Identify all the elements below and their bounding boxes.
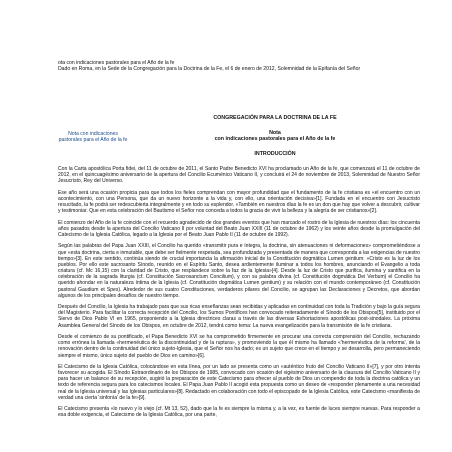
document-header <box>58 60 418 72</box>
header-line-title: ota con indicaciones pastorales para el Año de la fe <box>58 60 175 66</box>
paragraph: Según las palabras del Papa Juan XXIII, el Concilio ha querido «transmitir pura e íntegra, la doctrina, sin atenuaciones ni deformaciones» comprometiéndose a que «esta doctrina, cierta e inmutable, que debe ser fielmente respetada, sea profundizada y presentada de manera que corresponda a las exigencias de nuestro tiempo»[3]. En este sentido, continúa siendo de crucial importancia la afirmación inicial de la Constitución dogmática Lumen gentium: «Cristo es la luz de los pueblos. Por ello este sacrosanto Sínodo, reunido en el Espíritu Santo, desea ardientemente iluminar a todos los hombres, anunciando el Evangelio a toda criatura (cf. Mc 16,15) con la claridad de Cristo, que resplandece sobre la faz de la Iglesia»[4]. Desde la luz de Cristo que purifica, ilumina y santifica en la celebración de la sagrada liturgia (cf. Constitución Sacrosanctum Concilium), y con su palabra divina (cf. Constitución dogmática Dei Verbum) el Concilio ha querido ahondar en la naturaleza íntima de la Iglesia (cf. Constitución dogmática Lumen gentium) y su relación con el mundo contemporáneo (cf. Constitución pastoral Gaudium et Spes). Alrededor de sus cuatro Constituciones, verdaderos pilares del Concilio, se agrupan las Declaraciones y Decretos, que abordan algunos de los principales desafíos de nuestro tiempo. <box>58 243 420 299</box>
paragraph: Con la Carta apostólica Porta fidei, del 11 de octubre de 2011, el Santo Padre Benedicto XVI ha proclamado un Año de la fe, que comenzará el 11 de octubre de 2012, en el quincuagésimo aniversario de la apertura del Concilio Ecuménico Vaticano II, y concluirá el 24 de noviembre de 2013, Solemnidad de Nuestro Señor Jesucristo, Rey del Universo. <box>58 166 420 185</box>
paragraph: Ese año será una ocasión propicia para que todos los fieles comprendan con mayor profundidad que el fundamento de la fe cristiana es «el encuentro con un acontecimiento, con una Persona, que da un nuevo horizonte a la vida y, con ello, una orientación decisiva»[1]. Fundada en el encuentro con Jesucristo resucitado, la fe podrá ser redescubierta integralmente y en todo su esplendor. «También en nuestros días la fe es un don que hay que volver a descubrir, cultivar y testimoniar. Que en esta celebración del Bautismo el Señor nos conceda a todos la gracia de vivir la belleza y la alegría de ser cristianos»[2]. <box>58 189 420 215</box>
paragraph: Después del Concilio, la Iglesia ha trabajado para que sus ricas enseñanzas sean recibidas y aplicadas en continuidad con toda la Tradición y bajo la guía segura del Magisterio. Para facilitar la correcta recepción del Concilio, los Sumos Pontífices han convocado reiteradamente el Sínodo de los Obispos[5], instituido por el Siervo de Dios Pablo VI en 1965, proponiendo a la Iglesia directrices claras a través de las diversas Exhortaciones apostólicas post-sinodales. La próxima Asamblea General del Sínodo de los Obispos, en octubre de 2012, tendrá como tema: La nueva evangelización para la transmisión de la fe cristiana. <box>58 304 420 329</box>
nota-subtitle: con indicaciones pastorales para el Año de la fe <box>214 136 336 143</box>
nota-heading: Nota <box>269 130 281 137</box>
introduction-heading: INTRODUCCIÓN <box>254 150 296 157</box>
congregation-heading: CONGREGACIÓN PARA LA DOCTRINA DE LA FE <box>213 115 337 121</box>
paragraph: Desde el comienzo de su pontificado, el Papa Benedicto XVI se ha comprometido firmemente en procurar una correcta comprensión del Concilio, rechazando como errónea la llamada «hermenéutica de la discontinuidad y de la ruptura», y promoviendo la que él mismo ha llamado «'hermenéutica de la reforma', de la renovación dentro de la continuidad del único sujeto-Iglesia, que el Señor nos ha dado; es un sujeto que crece en el tiempo y se desarrolla, pero permaneciendo siempre el mismo, único sujeto del pueblo de Dios en camino»[6]. <box>58 334 420 359</box>
paragraph: El comienzo del Año de la fe coincide con el recuerdo agradecido de dos grandes eventos que han marcado el rostro de la Iglesia de nuestros días: los cincuenta años pasados desde la apertura del Concilio Vaticano II por voluntad del Beato Juan XXIII (11 de octubre de 1962) y los veinte años desde la promulgación del Catecismo de la Iglesia Católica, legado a la Iglesia por el Beato Juan Pablo II (11 de octubre de 1992). <box>58 219 420 238</box>
paragraph: El Catecismo de la Iglesia Católica, colocándose en esta línea, por un lado se presenta como un «auténtico fruto del Concilio Vaticano II»[7], y por otro intenta favorecer su acogida. El Sínodo Extraordinario de los Obispos de 1985, convocado con ocasión del vigésimo aniversario de la clausura del Concilio Vaticano II y para hacer un balance de su recepción, sugirió la preparación de este Catecismo para ofrecer al pueblo de Dios un compendio de toda la doctrina católica y un texto de referencia segura para los catecismos locales. El Papa Juan Pablo II acogió esta propuesta como un deseo de «responder plenamente a una necesidad real de la Iglesia universal y las Iglesias particulares»[8]. Redactado en colaboración con todo el episcopado de la Iglesia Católica, este Catecismo «manifiesta de verdad una cierta 'sinfonía' de la fe»[9]. <box>58 364 420 401</box>
title-block <box>140 115 410 157</box>
sidebar-note-link[interactable]: Nota con indicaciones pastorales para el Año de la fe <box>58 131 128 143</box>
paragraph: El Catecismo presenta «lo nuevo y lo viejo (cf. Mt 13, 52), dado que la fe es siempre la misma y, a la vez, es fuente de luces siempre nuevas. Para responder a esa doble exigencia, el Catecismo de la Iglesia Católica, por una parte, <box>58 406 420 419</box>
header-line-date: Dado en Roma, en la Sede de la Congregación para la Doctrina de la Fe, el 6 de enero de 2012, Solemnidad de la Epifanía del Señor <box>58 66 361 73</box>
document-body <box>58 166 420 424</box>
